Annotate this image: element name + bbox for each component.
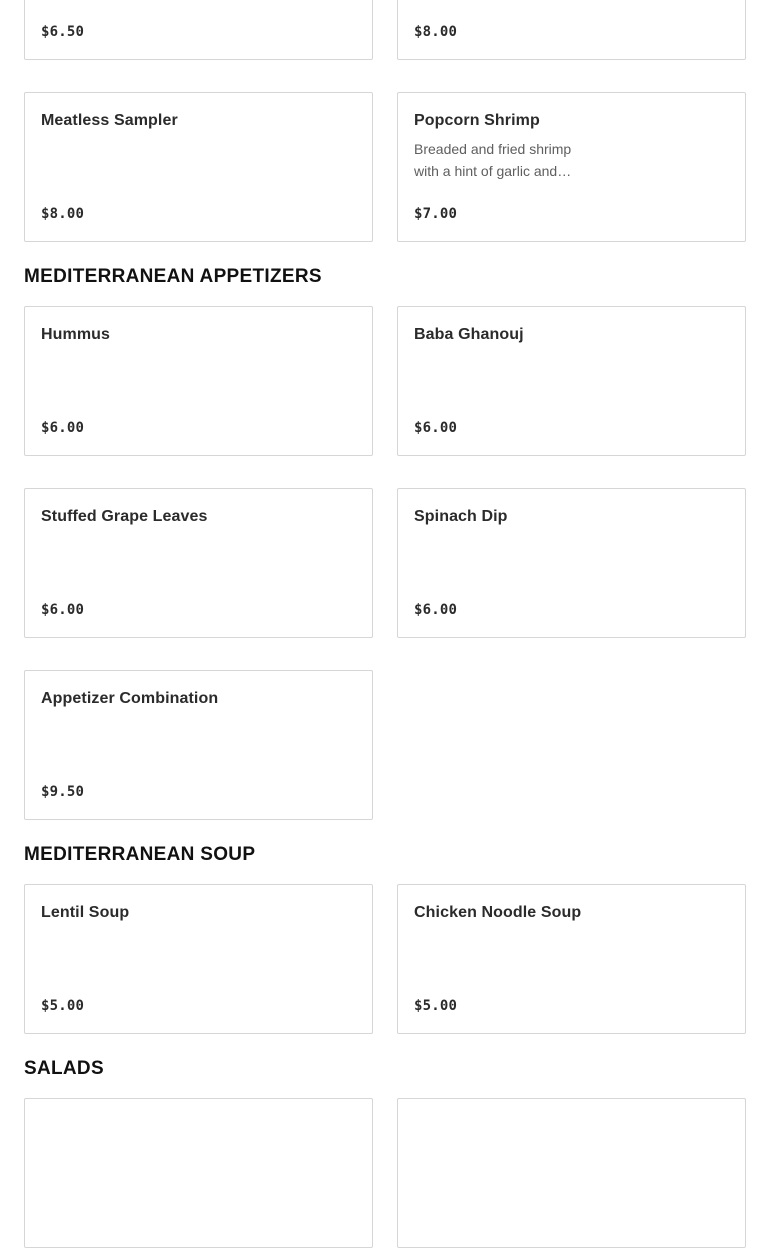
menu-item-card[interactable] (397, 92, 746, 242)
section-heading: MEDITERRANEAN APPETIZERS (24, 266, 322, 287)
item-price: $9.50 (41, 784, 85, 800)
item-name: Baba Ghanouj (414, 326, 524, 343)
item-price: $7.00 (414, 206, 458, 222)
item-name: Appetizer Combination (41, 690, 219, 707)
menu-item-card[interactable] (397, 306, 746, 456)
item-price: $6.00 (414, 602, 458, 618)
item-price: $8.00 (414, 24, 458, 40)
menu-item-card[interactable] (24, 488, 373, 638)
menu-item-card[interactable] (397, 1098, 746, 1248)
section-heading: MEDITERRANEAN SOUP (24, 844, 256, 865)
item-price: $8.00 (41, 206, 85, 222)
menu-item-card[interactable] (24, 1098, 373, 1248)
menu-item-card[interactable] (24, 92, 373, 242)
item-price: $5.00 (41, 998, 85, 1014)
item-price: $6.00 (414, 420, 458, 436)
item-price: $6.00 (41, 420, 85, 436)
item-name: Stuffed Grape Leaves (41, 508, 208, 525)
item-name: Spinach Dip (414, 508, 508, 525)
menu-item-card[interactable] (24, 670, 373, 820)
menu-item-card[interactable] (397, 884, 746, 1034)
item-name: Chicken Noodle Soup (414, 904, 582, 921)
menu-item-card[interactable] (24, 306, 373, 456)
item-price: $5.00 (414, 998, 458, 1014)
item-name: Lentil Soup (41, 904, 130, 921)
item-name: Hummus (41, 326, 111, 343)
menu-item-card[interactable] (24, 884, 373, 1034)
menu-item-card[interactable] (397, 0, 746, 60)
item-name: Meatless Sampler (41, 112, 178, 129)
item-description: Breaded and fried shrimp with a hint of garlic and… (414, 141, 572, 179)
menu-item-card[interactable] (24, 0, 373, 60)
menu-item-card[interactable] (397, 488, 746, 638)
item-price: $6.00 (41, 602, 85, 618)
item-name: Popcorn Shrimp (414, 112, 540, 129)
item-price: $6.50 (41, 24, 85, 40)
section-heading: SALADS (24, 1058, 104, 1079)
